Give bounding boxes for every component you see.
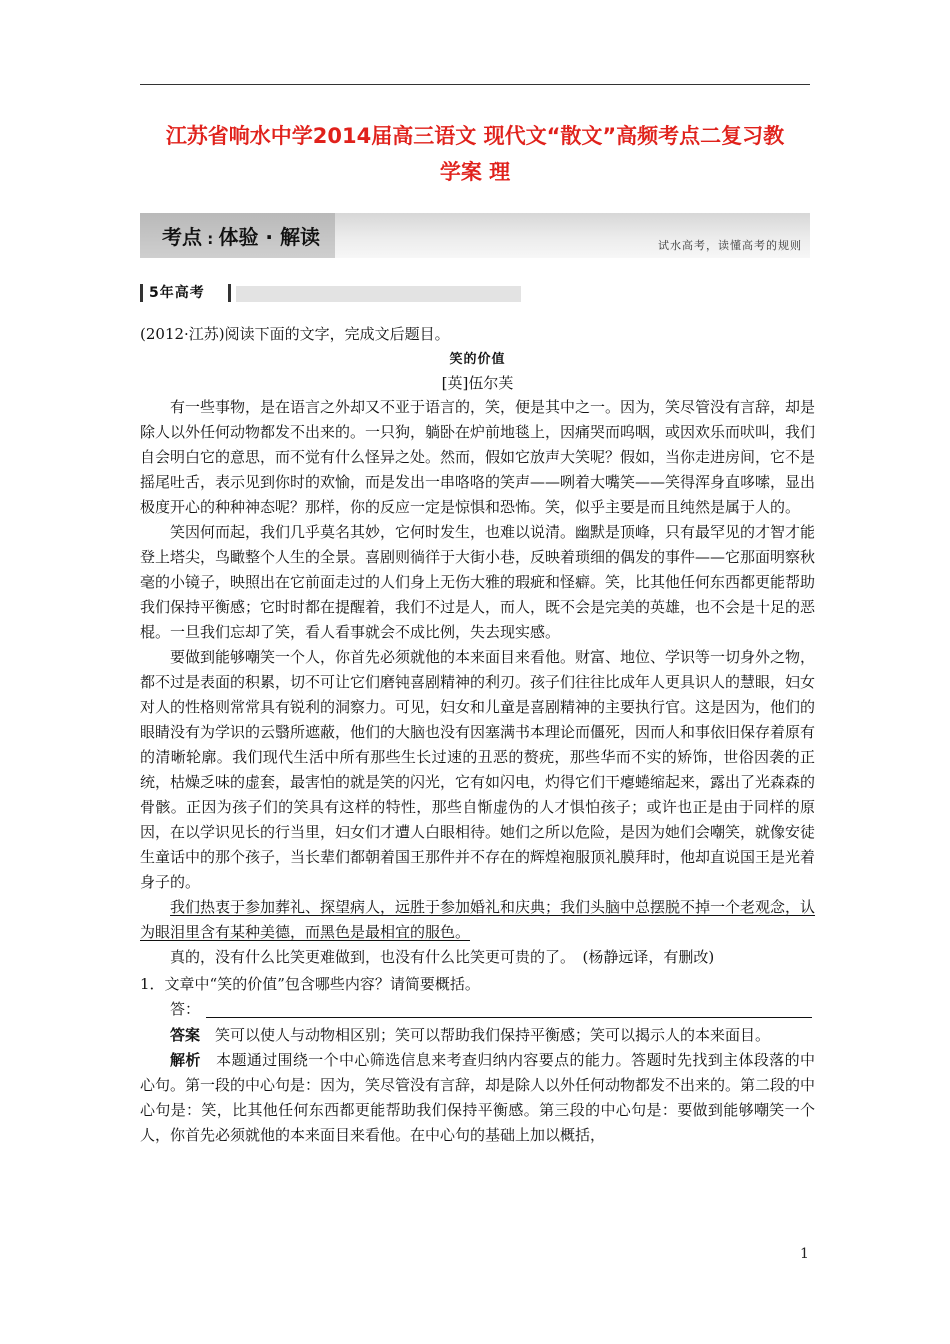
header-rule xyxy=(140,84,810,85)
article-paragraph-5: 真的，没有什么比笑更难做到，也没有什么比笑更可贵的了。 (杨静远译，有删改) xyxy=(170,948,715,966)
question-1: 1．文章中“笑的价值”包含哪些内容？请简要概括。 xyxy=(140,975,480,993)
article-title: 笑的价值 xyxy=(449,352,506,367)
sub-banner-right-bar xyxy=(228,284,231,302)
page-number: 1 xyxy=(800,1246,809,1262)
answer-blank-label: 答： xyxy=(170,1000,201,1018)
title-line-2: 学案 理 xyxy=(439,160,511,184)
section-banner xyxy=(140,213,810,258)
sub-banner-shade xyxy=(236,286,521,302)
underlined-passage: 我们热衷于参加葬礼、探望病人，远胜于参加婚礼和庆典；我们头脑中总摆脱不掉一个老观念，认为眼泪里含有某种美德，而黑色是最相宜的服色。 xyxy=(140,898,816,941)
answer-tag: 答案 xyxy=(170,1026,201,1044)
section-label-part2: 体验 · 解读 xyxy=(218,225,320,249)
analysis-block xyxy=(140,1048,815,1148)
answer-block xyxy=(140,1023,815,1048)
section-motto: 试水高考，读懂高考的规则 xyxy=(658,239,802,252)
document-title xyxy=(140,118,810,190)
article-paragraph-1: 有一些事物，是在语言之外却又不亚于语言的，笑，便是其中之一。因为，笑尽管没有言辞，却是除人以外任何动物都发不出来的。一只狗，躺卧在炉前地毯上，因痛哭而呜咽，或因欢乐而吠叫，我们自会明白它的意思，而不觉有什么怪异之处。然而，假如它放声大笑呢？假如，当你走进房间，它不是摇尾吐舌，表示见到你时的欢愉，而是发出一串咯咯的笑声——咧着大嘴笑——笑得浑身直哆嗦，显出极度开心的种种神态呢？那样，你的反应一定是惊惧和恐怖。笑，似乎主要是而且纯然是属于人的。 xyxy=(140,398,816,516)
article-paragraph-2: 笑因何而起，我们几乎莫名其妙，它何时发生，也难以说清。幽默是顶峰，只有最罕见的才智才能登上塔尖，鸟瞰整个人生的全景。喜剧则徜徉于大街小巷，反映着琐细的偶发的事件——它那面明察秋毫的小镜子，映照出在它前面走过的人们身上无伤大雅的瑕疵和怪癖。笑，比其他任何东西都更能帮助我们保持平衡感；它时时都在提醒着，我们不过是人，而人，既不会是完美的英雄，也不会是十足的恶棍。一旦我们忘却了笑，看人看事就会不成比例，失去现实感。 xyxy=(140,523,816,641)
sub-banner-left-bar xyxy=(140,284,143,302)
section-label-part1: 考点 xyxy=(162,225,202,249)
article-paragraph-4 xyxy=(140,895,815,945)
exam-intro: (2012·江苏)阅读下面的文字，完成文后题目。 xyxy=(140,325,450,343)
answer-blank-line xyxy=(206,1017,812,1018)
section-banner-label xyxy=(162,221,320,250)
answer-blank xyxy=(140,997,815,1023)
analysis-tag: 解析 xyxy=(170,1051,201,1069)
title-line-1: 江苏省响水中学2014届高三语文 现代文“散文”高频考点二复习教 xyxy=(165,124,785,148)
sub-banner-label: 5年高考 xyxy=(149,285,205,301)
article-paragraph-3: 要做到能够嘲笑一个人，你首先必须就他的本来面目来看他。财富、地位、学识等一切身外之物，都不过是表面的积累，切不可让它们磨钝喜剧精神的利刃。孩子们往往比成年人更具识人的慧眼，妇女对人的性格则常常具有锐利的洞察力。可见，妇女和儿童是喜剧精神的主要执行官。这是因为，他们的眼睛没有为学识的云翳所遮蔽，他们的大脑也没有因塞满书本理论而僵死，因而人和事依旧保存着原有的清晰轮廓。我们现代生活中所有那些生长过速的丑恶的赘疣，那些华而不实的矫饰，世俗因袭的正统，枯燥乏味的虚套，最害怕的就是笑的闪光，它有如闪电，灼得它们干瘪蜷缩起来，露出了光森森的骨骸。正因为孩子们的笑具有这样的特性，那些自惭虚伪的人才惧怕孩子；或许也正是由于同样的原因，在以学识见长的行当里，妇女们才遭人白眼相待。她们之所以危险，是因为她们会嘲笑，就像安徒生童话中的那个孩子，当长辈们都朝着国王那件并不存在的辉煌袍服顶礼膜拜时，他却直说国王是光着身子的。 xyxy=(140,648,816,891)
main-content xyxy=(140,322,815,1148)
analysis-text: 本题通过围绕一个中心筛选信息来考查归纳内容要点的能力。答题时先找到主体段落的中心句。第一段的中心句是：因为，笑尽管没有言辞，却是除人以外任何动物都发不出来的。第二段的中心句是：笑，比其他任何东西都更能帮助我们保持平衡感。第三段的中心句是：要做到能够嘲笑一个人，你首先必须就他的本来面目来看他。在中心句的基础上加以概括， xyxy=(140,1051,816,1144)
answer-text: 笑可以使人与动物相区别；笑可以帮助我们保持平衡感；笑可以揭示人的本来面目。 xyxy=(200,1026,771,1044)
article-author: [英]伍尔芙 xyxy=(441,374,514,392)
section-label-separator: : xyxy=(202,230,219,248)
